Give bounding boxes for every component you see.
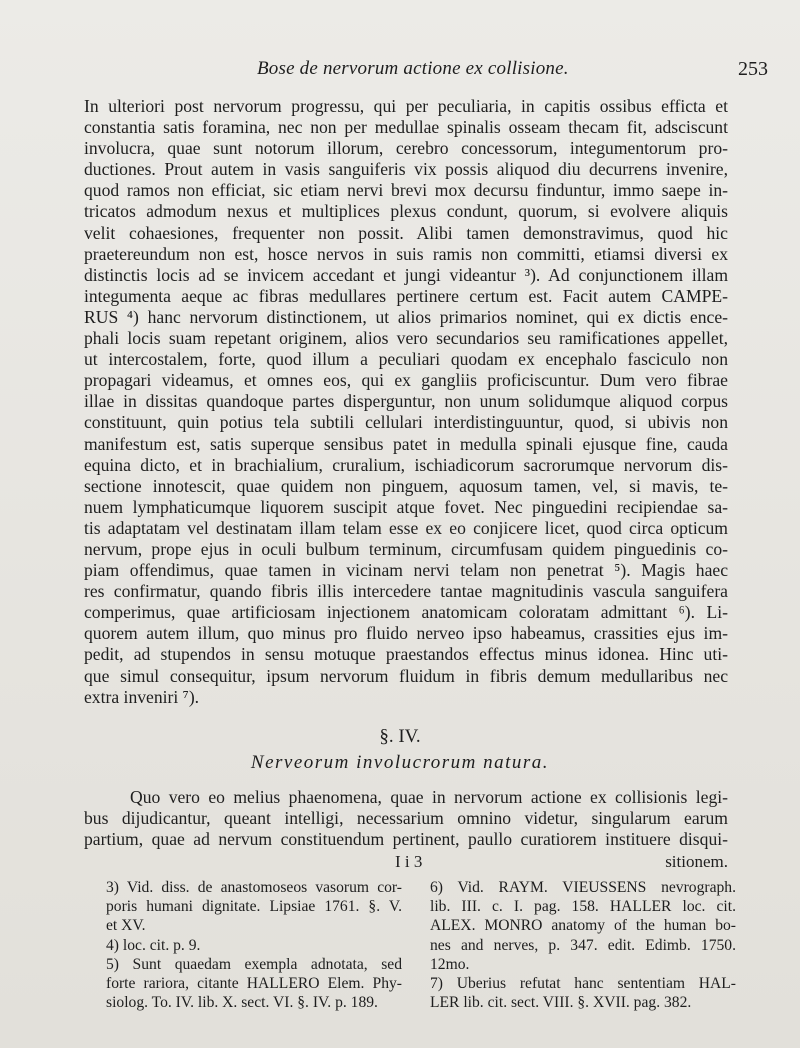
text-line: res confirmatur, quando fibris illis intercedere tantae magnitudinis vascula sanguifera [84, 581, 728, 602]
text-line: constantia satis foramina, nec non per medullae spinalis osseam thecam fit, adsciscunt [84, 117, 728, 138]
text-line: Quo vero eo melius phaenomena, quae in nervorum actione ex collisionis legi- [130, 787, 728, 807]
text-line: equina dicto, et in brachialium, cruralium, ischiadicorum sacrorumque nervorum dis- [84, 454, 728, 475]
footnotes-left-column [106, 878, 402, 1012]
text-line: comperimus, quae artificiosam injectionem anatomicam coloratam admittant ⁶). Li- [84, 602, 728, 623]
footnote-line: forte rariora, citante HALLERO Elem. Phy- [106, 974, 402, 992]
paragraph-2-last-word: sitionem. [665, 852, 728, 871]
text-line: sectione innotescit, quae quidem non pinguem, aquosum tamen, vel, si mavis, te- [84, 475, 728, 496]
footnote-line: poris humani dignitate. Lipsiae 1761. §. V. [106, 898, 402, 916]
running-title: Bose de nervorum actione ex collisione. [257, 58, 569, 79]
text-line: praetereundum non est, hosce nervos in suis ramis non committi, etiamsi diversi ex [84, 243, 728, 264]
section-subtitle: Nerveorum involucrorum natura. [250, 752, 550, 773]
footnote-line: 7) Uberius refutat hanc sententiam HAL- [430, 974, 736, 992]
text-line: extra inveniri ⁷). [84, 686, 200, 707]
footnote-line: LER lib. cit. sect. VIII. §. XVII. pag. 382. [430, 994, 692, 1012]
text-line: illae in dissitas quandoque partes disperguntur, non unum solidumque aliquod corpus [84, 391, 728, 412]
text-line: quod ramos non efficiat, sic etiam nervi brevi mox decursu finduntur, immo saepe in- [84, 180, 728, 201]
text-line: phali locis suam repetant originem, alios vero secundarios seu ramificationes appellet, [84, 328, 728, 349]
signature-mark: I i 3 [395, 852, 423, 871]
text-line: distinctis locis ad se invicem accedant et jungi videantur ³). Ad conjunctionem illam [84, 264, 728, 285]
footnote-line: nes and nerves, p. 347. edit. Edimb. 1750. [430, 936, 736, 954]
text-line: pedit, ad stupendos in sensu motuque praestandos effectus minus idonea. Hinc uti- [84, 644, 728, 665]
text-line: integumenta aeque ac fibras medullares pertinere certum est. Facit autem CAMPE- [84, 285, 728, 306]
text-line: tis adaptatam vel destinatam illam telam esse ex eo conjicere licet, quod circa opticum [84, 517, 728, 538]
text-line: piam offendimus, quae tamen in vicinam nervi telam non penetrat ⁵). Magis haec [84, 560, 728, 581]
footnote-line: siolog. To. IV. lib. X. sect. VI. §. IV. p. 189. [106, 994, 378, 1012]
text-line: ductiones. Prout autem in vasis sanguiferis vix possis aliquod diu decurrens invenire, [84, 159, 728, 180]
text-line: manifestum est, satis superque sensibus patet in medulla spinali ejusque fine, cauda [84, 433, 728, 454]
text-line: partium, quae ad nervum constituendum pertinent, paullo curatiorem instituere disqui- [84, 829, 728, 850]
running-head [82, 58, 768, 84]
text-line: que simul consequitur, ipsum nervorum fluidum in fibris demum medullaribus nec [84, 665, 728, 686]
text-line: constituunt, quin potius tela subtili cellulari interdistinguuntur, quod, si ubivis non [84, 412, 728, 433]
paragraph-2 [84, 787, 728, 850]
footnote-line: 3) Vid. diss. de anastomoseos vasorum cor- [106, 879, 402, 896]
text-line: nervum, prope ejus in oculi bulbum terminum, circumfusam quidem pinguedinis co- [84, 538, 728, 559]
footnote-line: 6) Vid. RAYM. VIEUSSENS nevrograph. [430, 879, 736, 896]
text-line: In ulteriori post nervorum progressu, qui per peculiaria, in capitis ossibus efficta et [84, 96, 728, 116]
text-line: nuem lymphaticumque liquorem suscipit atque fovet. Nec pinguedini recipiendae sa- [84, 496, 728, 517]
footnote-line: 4) loc. cit. p. 9. [106, 936, 201, 954]
section-heading: §. IV. [379, 726, 421, 747]
page-number: 253 [738, 58, 768, 80]
text-line: RUS ⁴) hanc nervorum distinctionem, ut alios primarios nominet, qui ex dictis ence- [84, 306, 728, 327]
footnotes-right-column [430, 878, 736, 1012]
text-line: propagari videamus, et omnes eos, qui ex gangliis proficiscuntur. Dum vero fibrae [84, 370, 728, 391]
footnote-line: ALEX. MONRO anatomy of the human bo- [430, 917, 736, 935]
footnotes [106, 878, 736, 1028]
text-line: tricatos admodum nexus et multiplices plexus condunt, quorum, si evolvere aliquis [84, 201, 728, 222]
text-line: bus dijudicantur, queant intelligi, necessarium omnino videtur, singularum earum [84, 808, 728, 829]
text-line: ut intercostalem, forte, quod illum a peculiari quodam ex encephalo fasciculo non [84, 349, 728, 370]
text-line: involucra, quae sunt notorum illorum, cerebro concessorum, integumentorum pro- [84, 138, 728, 159]
footnote-line: 12mo. [430, 955, 470, 973]
paragraph-1 [84, 96, 728, 708]
text-line: quorem autem illum, quo minus pro fluido nerveo ipso habeamus, crassities ejus im- [84, 623, 728, 644]
footnote-line: 5) Sunt quaedam exempla adnotata, sed [106, 955, 402, 973]
footnote-line: et XV. [106, 917, 146, 935]
text-line: velit cohaesiones, frequenter non possit. Alibi tamen demonstravimus, quod hic [84, 222, 728, 243]
footnote-line: lib. III. c. I. pag. 158. HALLER loc. cit. [430, 898, 736, 916]
